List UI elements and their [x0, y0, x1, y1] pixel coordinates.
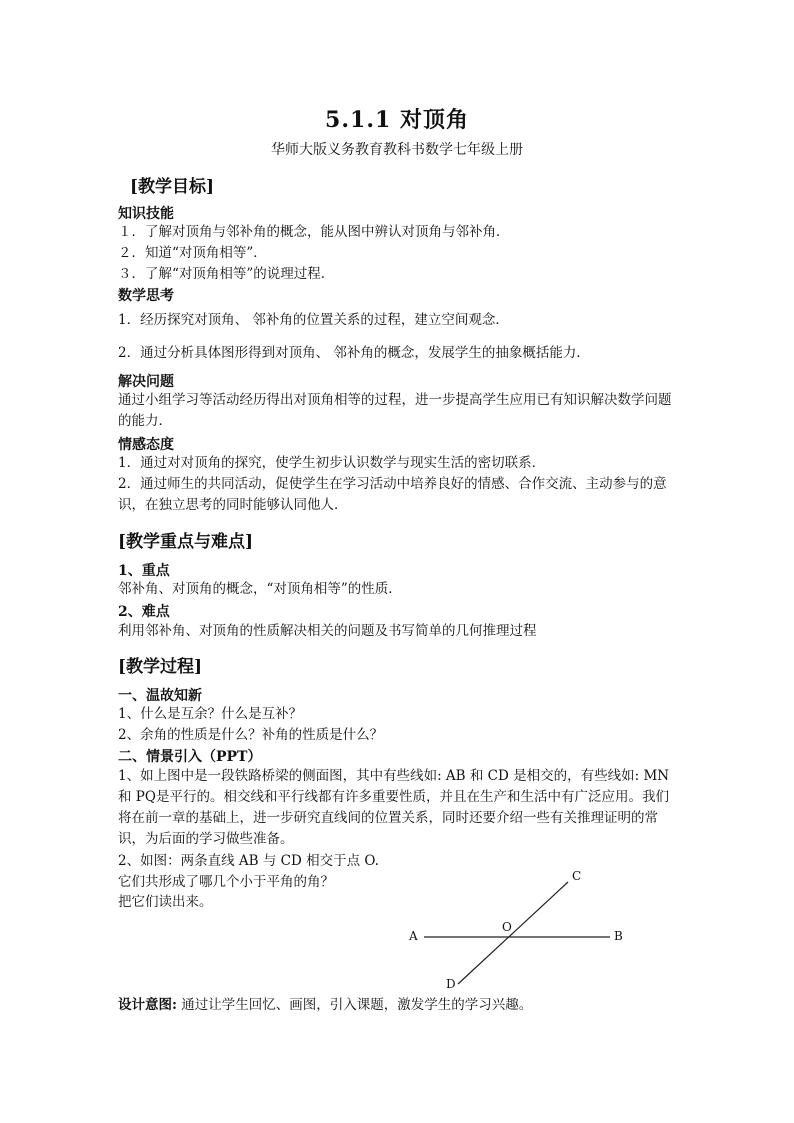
focus-text: 邻补角、对顶角的概念，“对顶角相等”的性质． [118, 581, 402, 597]
design-intent-label: 设计意图: [118, 997, 177, 1013]
intro-question-3: 把它们读出来。 [118, 894, 213, 910]
line-cd [458, 882, 568, 984]
label-b: B [614, 929, 623, 943]
attitude-item-2: 2．通过师生的共同活动，促使学生在学习活动中培养良好的情感、合作交流、主动参与的意识，在独立思考的同时能够认同他人． [118, 476, 667, 513]
math-thinking-item-1: 1．经历探究对顶角、 邻补角的位置关系的过程，建立空间观念． [118, 312, 509, 328]
process-heading: [教学过程] [118, 657, 203, 677]
label-c: C [572, 869, 582, 883]
key-points-heading: [教学重点与难点] [118, 532, 254, 552]
objectives-heading: [教学目标] [130, 177, 215, 197]
difficulty-text: 利用邻补角、对顶角的性质解决相关的问题及书写简单的几何推理过程 [118, 623, 537, 639]
label-a: A [409, 929, 418, 943]
knowledge-item-3: ３．了解“对顶角相等”的说理过程． [118, 266, 335, 282]
attitude-heading: 情感态度 [118, 437, 174, 453]
knowledge-item-1: １．了解对顶角与邻补角的概念，能从图中辨认对顶角与邻补角． [118, 224, 510, 240]
math-thinking-item-2: 2．通过分析具体图形得到对顶角、 邻补角的概念，发展学生的抽象概括能力． [118, 345, 590, 361]
page-subtitle: 华师大版义务教育教科书数学七年级上册 [271, 142, 523, 158]
intro-heading: 二、情景引入（PPT） [118, 749, 262, 765]
intro-paragraph: 1、如上图中是一段铁路桥梁的侧面图，其中有些线如: AB 和 CD 是相交的，有些线如: MN 和 PQ是平行的。相交线和平行线都有许多重要性质，并且在生产和生活中有广泛应用。我们将在前一章的基础上，进一步研究直线间的位置关系，同时还要介绍一些有关推理证明的常识，为后面的学习做些准备。 [118, 768, 670, 847]
focus-heading: 1、重点 [118, 563, 170, 579]
page-title: 5.1.1 对顶角 [325, 107, 469, 133]
intro-question-2: 它们共形成了哪几个小于平角的角？ [118, 874, 334, 890]
design-intent-text: 通过让学生回忆、画图，引入课题，激发学生的学习兴趣。 [176, 997, 533, 1013]
problem-solving-heading: 解决问题 [118, 374, 174, 390]
review-heading: 一、温故知新 [118, 688, 202, 704]
attitude-item-1: 1．通过对对顶角的探究，使学生初步认识数学与现实生活的密切联系． [118, 455, 546, 471]
math-thinking-heading: 数学思考 [118, 288, 174, 304]
knowledge-item-2: ２．知道“对顶角相等”． [118, 245, 267, 261]
review-item-2: 2、余角的性质是什么？补角的性质是什么？ [118, 727, 384, 743]
knowledge-heading: 知识技能 [118, 206, 174, 222]
design-intent [118, 995, 532, 1015]
review-item-1: 1、什么是互余？什么是互补？ [118, 706, 303, 722]
intersecting-lines-diagram [400, 862, 640, 997]
label-d: D [446, 977, 456, 991]
label-o: O [502, 920, 512, 934]
intro-question-1: 2、如图：两条直线 AB 与 CD 相交于点 O. [118, 853, 379, 869]
problem-solving-text: 通过小组学习等活动经历得出对顶角相等的过程，进一步提高学生应用已有知识解决数学问题的能力． [118, 392, 672, 429]
difficulty-heading: 2、难点 [118, 604, 170, 620]
